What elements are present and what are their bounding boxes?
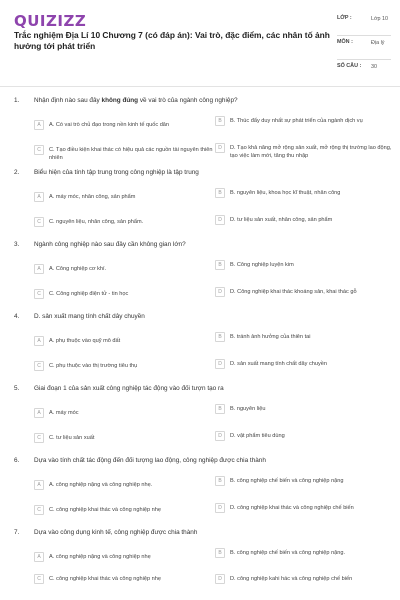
answer-option-c[interactable]	[34, 290, 214, 299]
meta-label: MÔN :	[337, 39, 353, 45]
answer-option-b[interactable]	[215, 117, 395, 126]
answer-option-d[interactable]	[215, 432, 395, 441]
option-letter-box: B	[215, 116, 225, 126]
answer-option-d[interactable]	[215, 575, 395, 584]
option-text: C. nguyên liệu, nhân công, sản phẩm.	[49, 219, 144, 225]
option-letter-box: C	[34, 574, 44, 584]
option-text: B. Công nghiệp luyện kim	[230, 262, 294, 268]
option-text: B. nguyên liệu, khoa học kĩ thuật, nhân công	[230, 190, 341, 196]
option-letter-box: B	[215, 332, 225, 342]
option-text: A. Có vai trò chủ đạo trong nền kinh tế quốc dân	[49, 122, 170, 128]
option-text: C. Công nghiệp điện tử - tin học	[49, 291, 129, 297]
option-text: D. tư liệu sản xuất, nhân công, sản phẩm	[230, 217, 333, 223]
question-list	[0, 95, 400, 599]
option-letter-box: B	[215, 548, 225, 558]
question-stem: 2. Biểu hiện của tính tập trung trong công nghiệp là tập trung	[14, 169, 199, 176]
option-letter-box: C	[34, 433, 44, 443]
answer-option-c[interactable]	[34, 434, 214, 443]
option-text: C. Tạo điều kiện khai thác có hiệu quả các nguồn tài nguyên thiên nhiên	[49, 147, 213, 161]
option-text: B. nguyên liệu	[230, 406, 266, 412]
option-letter-box: D	[215, 574, 225, 584]
option-letter-box: B	[215, 260, 225, 270]
option-text: A. Công nghiệp cơ khí.	[49, 266, 107, 272]
worksheet-header	[0, 0, 400, 82]
question-4	[0, 311, 400, 383]
meta-row-subject	[337, 36, 391, 60]
option-letter-box: B	[215, 404, 225, 414]
answer-option-d[interactable]	[215, 216, 395, 225]
option-text: A. máy móc	[49, 410, 79, 416]
worksheet-title: Trắc nghiệm Địa Lí 10 Chương 7 (có đáp án): Vai trò, đặc điểm, các nhân tố ảnh hưởng tới phát triển	[14, 30, 330, 51]
answer-option-c[interactable]	[34, 362, 214, 371]
option-text: A. máy móc, nhân công, sản phẩm	[49, 194, 136, 200]
meta-label: LỚP :	[337, 15, 352, 21]
question-7	[0, 527, 400, 599]
answer-option-d[interactable]	[215, 144, 395, 160]
question-number: 5.	[14, 385, 20, 392]
option-text: D. công nghiệp kahi hác và công nghiệp chế biến	[230, 576, 353, 582]
quizizz-logo: QUIZIZZ	[14, 12, 87, 30]
question-number: 2.	[14, 169, 20, 176]
question-number: 1.	[14, 97, 20, 104]
option-letter-box: A	[34, 264, 44, 274]
option-letter-box: D	[215, 143, 225, 153]
answer-option-b[interactable]	[215, 477, 395, 486]
meta-label: SỐ CÂU :	[337, 63, 362, 69]
header-divider	[0, 86, 400, 87]
option-text: C. phụ thuộc vào thị trường tiêu thụ	[49, 363, 138, 369]
option-text: B. tránh ảnh hưởng của thiên tai	[230, 334, 311, 340]
answer-option-b[interactable]	[215, 261, 395, 270]
answer-option-a[interactable]	[34, 553, 214, 562]
option-text: A. công nghiệp nặng và công nghiệp nhẹ.	[49, 482, 153, 488]
option-letter-box: D	[215, 359, 225, 369]
answer-option-a[interactable]	[34, 481, 214, 490]
option-text: C. tư liệu sản xuất	[49, 435, 95, 441]
option-text: A. phụ thuộc vào quỹ mô đất	[49, 338, 121, 344]
question-number: 6.	[14, 457, 20, 464]
meta-value: Địa lý	[371, 40, 385, 46]
question-stem: 7. Dựa vào công dụng kinh tế, công nghiệp được chia thành	[14, 529, 198, 536]
answer-option-a[interactable]	[34, 409, 214, 418]
question-5	[0, 383, 400, 455]
option-text: D. Công nghiệp khai thác khoáng sản, khai thác gỗ	[230, 289, 357, 295]
question-stem: 3. Ngành công nghiệp nào sau đây cần không gian lớn?	[14, 241, 186, 248]
option-letter-box: A	[34, 120, 44, 130]
option-text: A. công nghiệp nặng và công nghiệp nhẹ	[49, 554, 151, 560]
option-letter-box: C	[34, 361, 44, 371]
answer-option-d[interactable]	[215, 288, 395, 297]
option-letter-box: A	[34, 552, 44, 562]
question-stem: 6. Dựa vào tính chất tác động đến đối tượng lao động, công nghiệp được chia thành	[14, 457, 266, 464]
answer-option-a[interactable]	[34, 265, 214, 274]
option-text: B. công nghiệp chế biến và công nghiệp nặng.	[230, 550, 346, 556]
option-letter-box: B	[215, 476, 225, 486]
answer-option-b[interactable]	[215, 333, 395, 342]
option-text: D. Tạo khả năng mở rộng sản xuất, mở rộng thị trường lao động, tạo việc làm mới, tăng thu nhập	[230, 145, 392, 159]
meta-row-grade	[337, 12, 391, 36]
option-text: C. công nghiệp khai thác và công nghiệp nhẹ	[49, 576, 161, 582]
question-number: 7.	[14, 529, 20, 536]
option-text: B. công nghiệp chế biến và công nghiệp nặng	[230, 478, 344, 484]
question-1	[0, 95, 400, 167]
answer-option-d[interactable]	[215, 504, 395, 513]
question-2	[0, 167, 400, 239]
answer-option-b[interactable]	[215, 189, 395, 198]
answer-option-a[interactable]	[34, 121, 214, 130]
option-letter-box: C	[34, 145, 44, 155]
meta-value: 30	[371, 64, 377, 70]
answer-option-c[interactable]	[34, 218, 214, 227]
answer-option-c[interactable]	[34, 575, 214, 584]
meta-row-question-count	[337, 60, 391, 84]
option-letter-box: D	[215, 431, 225, 441]
answer-option-c[interactable]	[34, 506, 214, 515]
answer-option-a[interactable]	[34, 337, 214, 346]
option-letter-box: C	[34, 217, 44, 227]
option-letter-box: C	[34, 289, 44, 299]
answer-option-a[interactable]	[34, 193, 214, 202]
option-text: D. sản xuất mang tính chất dây chuyền	[230, 361, 328, 367]
option-letter-box: D	[215, 287, 225, 297]
worksheet-meta	[337, 12, 391, 84]
question-number: 4.	[14, 313, 20, 320]
question-stem: 1. Nhận định nào sau đây không đúng về vai trò của ngành công nghiệp?	[14, 97, 238, 104]
option-letter-box: A	[34, 408, 44, 418]
option-letter-box: A	[34, 336, 44, 346]
option-letter-box: A	[34, 480, 44, 490]
option-text: B. Thúc đẩy duy nhất sự phát triển của ngành dịch vụ	[230, 118, 363, 124]
option-letter-box: D	[215, 215, 225, 225]
option-text: C. công nghiệp khai thác và công nghiệp nhẹ	[49, 507, 161, 513]
question-3	[0, 239, 400, 311]
answer-option-c[interactable]	[34, 146, 214, 162]
option-letter-box: C	[34, 505, 44, 515]
option-text: D. công nghiệp khai thác và công nghiệp chế biến	[230, 505, 354, 511]
option-letter-box: B	[215, 188, 225, 198]
option-text: D. vật phẩm tiêu dùng	[230, 433, 285, 439]
meta-value: Lớp 10	[371, 16, 389, 22]
answer-option-d[interactable]	[215, 360, 395, 369]
answer-option-b[interactable]	[215, 549, 395, 558]
answer-option-b[interactable]	[215, 405, 395, 414]
question-number: 3.	[14, 241, 20, 248]
option-letter-box: A	[34, 192, 44, 202]
question-stem: 4. D. sản xuất mang tính chất dây chuyền	[14, 313, 145, 320]
question-6	[0, 455, 400, 527]
question-stem: 5. Giai đoạn 1 của sản xuất công nghiệp tác động vào đối tượn tạo ra	[14, 385, 224, 392]
option-letter-box: D	[215, 503, 225, 513]
